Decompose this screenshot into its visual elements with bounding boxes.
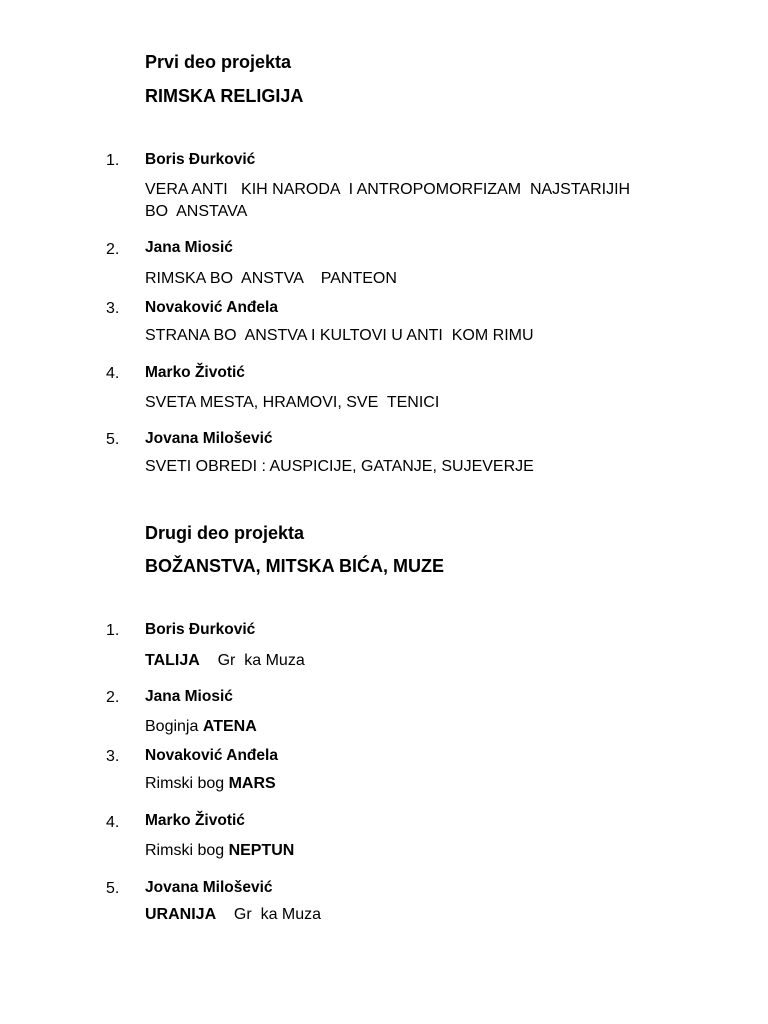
student-name: Jana Miosić xyxy=(145,239,233,256)
student-name: Novaković Anđela xyxy=(145,299,278,316)
item-number: 5. xyxy=(106,880,120,897)
topic-text: VERA ANTI KIH NARODA I ANTROPOMORFIZAM NAJSTARIJIH xyxy=(145,181,631,198)
topic-keyword: URANIJA xyxy=(145,906,217,923)
topic-text: SVETA MESTA, HRAMOVI, SVE TENICI xyxy=(145,394,440,411)
item-number: 4. xyxy=(106,814,120,831)
topic-prefix: Boginja xyxy=(145,718,203,735)
topic-keyword: ATENA xyxy=(202,718,257,735)
item-number: 2. xyxy=(106,689,120,706)
student-name: Novaković Anđela xyxy=(145,747,278,764)
student-name: Marko Životić xyxy=(145,812,245,829)
topic-keyword: TALIJA xyxy=(145,652,200,669)
part2-subheading: BOŽANSTVA, MITSKA BIĆA, MUZE xyxy=(145,556,444,576)
topic-suffix: Gr ka Muza xyxy=(199,652,305,669)
topic-text: STRANA BO ANSTVA I KULTOVI U ANTI KOM RIMU xyxy=(145,327,534,344)
item-number: 1. xyxy=(106,622,120,639)
topic-text xyxy=(145,842,294,860)
student-name: Boris Đurković xyxy=(145,621,256,638)
part1-subheading: RIMSKA RELIGIJA xyxy=(145,86,304,106)
topic-prefix: Rimski bog xyxy=(145,775,229,792)
topic-keyword: MARS xyxy=(228,775,276,792)
item-number: 4. xyxy=(106,365,120,382)
item-number: 1. xyxy=(106,152,120,169)
topic-text: SVETI OBREDI : AUSPICIJE, GATANJE, SUJEVERJE xyxy=(145,458,534,475)
student-name: Jana Miosić xyxy=(145,688,233,705)
item-number: 2. xyxy=(106,241,120,258)
student-name: Marko Životić xyxy=(145,364,245,381)
student-name: Boris Đurković xyxy=(145,151,256,168)
topic-text: RIMSKA BO ANSTVA PANTEON xyxy=(145,270,397,287)
topic-text-continued: BO ANSTAVA xyxy=(145,203,248,220)
topic-text xyxy=(145,775,276,793)
topic-text xyxy=(145,652,305,670)
part1-heading: Prvi deo projekta xyxy=(145,52,292,72)
student-name: Jovana Milošević xyxy=(145,879,273,896)
topic-text xyxy=(145,718,257,736)
item-number: 3. xyxy=(106,748,120,765)
item-number: 5. xyxy=(106,431,120,448)
topic-text xyxy=(145,906,321,924)
item-number: 3. xyxy=(106,300,120,317)
topic-suffix: Gr ka Muza xyxy=(216,906,322,923)
topic-prefix: Rimski bog xyxy=(145,842,229,859)
topic-keyword: NEPTUN xyxy=(228,842,295,859)
part2-heading: Drugi deo projekta xyxy=(145,523,305,543)
student-name: Jovana Milošević xyxy=(145,430,273,447)
